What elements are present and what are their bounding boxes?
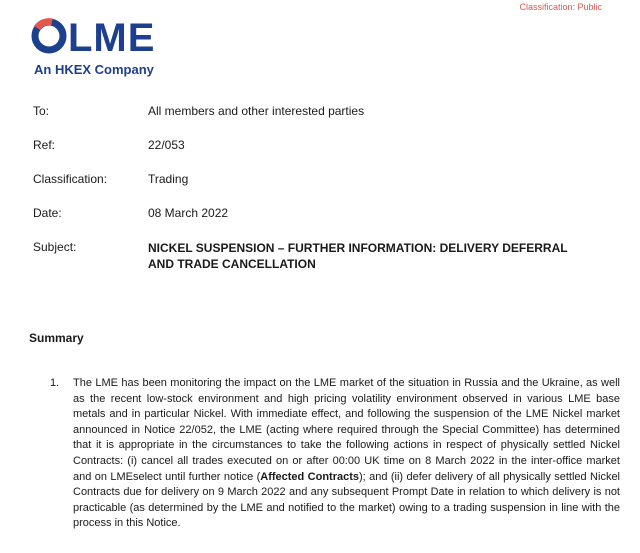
lme-ring-icon — [30, 12, 70, 64]
lme-wordmark: LME — [68, 16, 156, 60]
ref-value: 22/053 — [148, 138, 185, 152]
meta-row-classification — [33, 172, 623, 206]
ref-label: Ref: — [33, 138, 56, 152]
paragraph-text-after: ); and (ii) defer delivery of all physically settled Nickel Contracts due for delivery on 9 March 2022 and any subsequent Prompt Date in relation to which delivery is not practicable (as determined by the LME and notified to the market) owing to a trading suspension in line with the process in this Notice. — [73, 470, 621, 530]
meta-row-date — [33, 206, 623, 240]
classification-value: Trading — [148, 172, 189, 186]
lme-logo — [30, 12, 180, 82]
to-value: All members and other interested parties — [148, 104, 365, 118]
classification-label: Classification: — [33, 172, 108, 186]
classification-tag: Classification: Public — [519, 2, 602, 12]
notice-metadata — [33, 104, 623, 272]
meta-row-ref — [33, 138, 623, 172]
lme-tagline: An HKEX Company — [34, 62, 154, 77]
date-label: Date: — [33, 206, 62, 220]
paragraph-text-before: The LME has been monitoring the impact on the LME market of the situation in Russia and the Ukraine, as well as the recent low-stock environment and high pricing volatility environment observed in various LME base metals and in particular Nickel. With immediate effect, and following the suspension of the LME Nickel market announced in Notice 22/052, the LME (acting where required through the Special Committee) has determined that it is appropriate in the circumstances to take the following actions in respect of physically settled Nickel Contracts: (i) cancel all trades executed on or after 00:00 UK time on 8 March 2022 in the inter-office market and on LMEselect until further notice ( — [73, 377, 620, 483]
meta-row-to — [33, 104, 623, 138]
subject-value: NICKEL SUSPENSION – FURTHER INFORMATION: DELIVERY DEFERRAL AND TRADE CANCELLATION — [148, 241, 568, 271]
meta-row-subject — [33, 240, 623, 272]
date-value: 08 March 2022 — [148, 206, 229, 220]
to-label: To: — [33, 104, 50, 118]
paragraph-text — [73, 376, 620, 532]
summary-heading: Summary — [29, 331, 84, 345]
summary-paragraph-1 — [50, 376, 620, 532]
affected-contracts-term: Affected Contracts — [260, 470, 360, 483]
paragraph-number: 1. — [50, 377, 60, 389]
subject-label: Subject: — [33, 240, 77, 254]
